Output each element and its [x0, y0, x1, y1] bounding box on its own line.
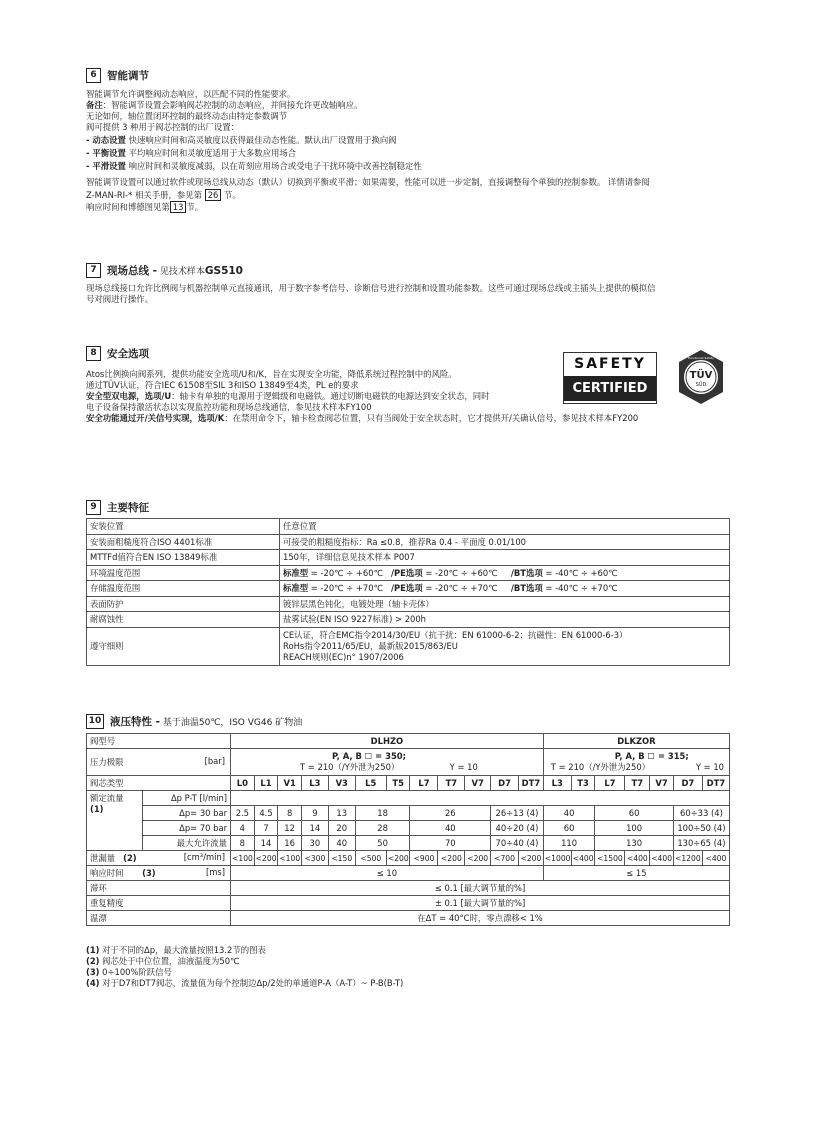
section-title: 现场总线 - 见技术样本GS510: [107, 265, 243, 277]
table-row: 温漂 在ΔT = 40°C时，零点漂移< 1%: [87, 911, 730, 926]
section-number: 7: [86, 263, 101, 278]
paragraph: Atos比例换向阀系列，提供功能安全选项/U和/K，旨在实现安全功能，降低系统过程控制中的风险。: [86, 369, 457, 379]
table-row: 表面防护 镀锌层黑色钝化，电镀处理（轴卡壳体）: [87, 596, 730, 612]
table-row: 重复精度 ± 0.1 [最大调节量的%]: [87, 896, 730, 911]
list-item: - 动态设置 快速响应时间和高灵敏度以获得最佳动态性能。默认出厂设置用于换向阀: [86, 135, 397, 145]
footnote: (3) 0÷100%阶跃信号: [86, 967, 172, 977]
paragraph: 智能调节允许调整阀动态响应，以匹配不同的性能要求。: [86, 89, 296, 99]
table-row: 滞环 ≤ 0.1 [最大调节量的%]: [87, 881, 730, 896]
paragraph: 安全型双电源，选项/U：轴卡有单独的电源用于逻辑级和电磁铁。通过切断电磁铁的电源达到安全状态，同时: [86, 391, 490, 401]
table-row: 阀型号 DLHZO DLKZOR: [87, 734, 730, 749]
paragraph: 备注：智能调节设置会影响阀芯控制的动态响应，并间接允许更改轴响应。: [86, 100, 363, 110]
paragraph: 阀可提供 3 种用于阀芯控制的出厂设置：: [86, 122, 240, 132]
section-8-header: [86, 346, 149, 361]
section-title: 液压特性 - 基于油温50℃，ISO VG46 矿物油: [110, 716, 303, 728]
svg-text:SÜD: SÜD: [695, 382, 707, 388]
svg-text:TÜV: TÜV: [689, 370, 713, 381]
footnote: (4) 对于D7和DT7阀芯，流量值为每个控制边Δp/2处的单通道P-A（A-T）~ P-B(B-T): [86, 978, 404, 988]
table-row: MTTFd值符合EN ISO 13849标准 150年，详细信息见技术样本 P007: [87, 550, 730, 566]
section-title: 主要特征: [107, 502, 149, 514]
paragraph: Z-MAN-RI-* 相关手册，参见第 26 节。: [86, 190, 241, 200]
paragraph: 通过TÜV认证，符合IEC 61508至SIL 3和ISO 13849至4类，PL e的要求: [86, 380, 359, 390]
paragraph: 电子设备保持激活状态以实现监控功能和现场总线通信，参见技术样本FY100: [86, 402, 372, 412]
table-row: 额定流量 (1) Δp P-T [l/min]: [87, 791, 730, 806]
section-number: 6: [86, 68, 101, 83]
table-row: 安装位置 任意位置: [87, 519, 730, 535]
paragraph: 智能调节设置可以通过软件或现场总线从动态（默认）切换到平衡或平滑；如果需要，性能可以进一步定制，直接调整每个单独的控制参数。 详情请参阅: [86, 177, 650, 187]
table-row: 遵守细则 CE认证，符合EMC指令2014/30/EU（抗干扰：EN 61000-6-2；抗磁性：EN 61000-6-3） RoHs指令2011/65/EU，最新版2015/863/EU REACH规则(EC)n° 1907/2006: [87, 627, 730, 665]
table-row: Δp= 70 bar 4 7 12 14 20 28 40 40÷20 (4) 60 100 100÷50 (4): [87, 821, 730, 836]
section-number: 10: [86, 714, 104, 729]
table-row: 压力极限 [bar] P, A, B ☐ = 350; T = 210（/Y外泄为250） Y = 10 P, A, B ☐ = 315; T = 210（/Y外泄为250） Y = 10: [87, 749, 730, 776]
section-10-header: [86, 714, 302, 729]
main-features-table: [86, 518, 730, 666]
paragraph: 无论如何，轴位置闭环控制的最终动态由特定参数调节: [86, 111, 287, 121]
section-9-header: [86, 500, 149, 515]
section-link[interactable]: 13: [170, 201, 187, 213]
section-number: 9: [86, 500, 101, 515]
section-title: 安全选项: [107, 348, 149, 360]
section-7-header: [86, 263, 243, 278]
section-link[interactable]: 26: [205, 189, 222, 201]
section-number: 8: [86, 346, 101, 361]
table-row: 存储温度范围 标准型 = -20℃ ÷ +70℃ /PE选项 = -20℃ ÷ +70℃ /BT选项 = -40℃ ÷ +70℃: [87, 581, 730, 597]
table-row: 环境温度范围 标准型 = -20℃ ÷ +60℃ /PE选项 = -20℃ ÷ +60℃ /BT选项 = -40℃ ÷ +60℃: [87, 565, 730, 581]
table-row: 响应时间 (3) [ms] ≤ 10 ≤ 15: [87, 866, 730, 881]
table-row: 最大允许流量 8 14 16 30 40 50 70 70÷40 (4) 110 130 130÷65 (4): [87, 836, 730, 851]
svg-text:Functional Safety: Functional Safety: [688, 356, 714, 360]
list-item: - 平衡设置 平均响应时间和灵敏度适用于大多数应用场合: [86, 148, 297, 158]
hydraulic-characteristics-table: [86, 733, 730, 926]
paragraph: 现场总线接口允许比例阀与机器控制单元直接通讯，用于数字参考信号、诊断信号进行控制和设置功能参数。这些可通过现场总线或主插头上提供的模拟信: [86, 283, 656, 293]
paragraph: 安全功能通过开/关信号实现，选项/K：在禁用命令下，轴卡检查阀芯位置，只有当阀处于安全状态时，它才提供开/关确认信号，参见技术样本FY200: [86, 413, 639, 423]
safety-certified-logo: SAFETY CERTIFIED: [563, 352, 657, 404]
table-row: 耐腐蚀性 盐雾试验(EN ISO 9227标准) > 200h: [87, 612, 730, 628]
footnote: (2) 阀芯处于中位位置，油液温度为50℃: [86, 956, 240, 966]
footnote: (1) 对于不同的Δp，最大流量按照13.2节的图表: [86, 945, 266, 955]
tuv-sud-logo: [676, 349, 726, 405]
table-row: 泄漏量 (2) [cm³/min] <100 <200 <100 <300 <150 <500 <200 <900 <200 <200 <700 <200 <1000 <400 <1500 <400 <400 <1200 <400: [87, 851, 730, 866]
section-6-header: [86, 68, 149, 83]
table-row: 安装面粗糙度符合ISO 4401标准 可接受的粗糙度指标：Ra ≤0.8，推荐Ra 0.4 - 平面度 0.01/100: [87, 534, 730, 550]
paragraph: 号对阀进行操作。: [86, 294, 153, 304]
paragraph: 响应时间和博德图见第 13 节。: [86, 202, 204, 212]
table-row: Δp= 30 bar 2.5 4.5 8 9 13 18 26 26÷13 (4) 40 60 60÷33 (4): [87, 806, 730, 821]
section-title: 智能调节: [107, 70, 149, 82]
table-row: 阀芯类型 L0 L1 V1 L3 V3 L5 T5 L7 T7 V7 D7 DT7 L3 T3 L7 T7 V7 D7 DT7: [87, 776, 730, 791]
list-item: - 平滑设置 响应时间和灵敏度减弱，以在苛刻应用场合或受电子干扰环境中改善控制稳定性: [86, 161, 422, 171]
